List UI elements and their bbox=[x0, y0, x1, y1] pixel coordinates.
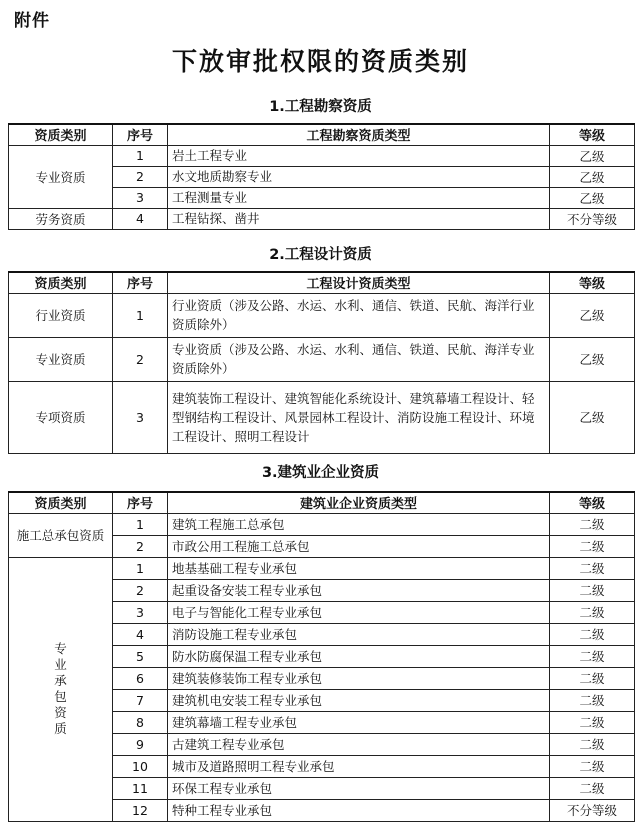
section-3-title: 3.建筑业企业资质 bbox=[261, 465, 380, 481]
table-header-row bbox=[9, 492, 635, 513]
header-grade: 等级 bbox=[550, 272, 635, 293]
category-char: 包 bbox=[54, 689, 67, 704]
number-cell: 10 bbox=[113, 755, 168, 777]
header-number: 序号 bbox=[113, 124, 168, 145]
number-cell: 2 bbox=[113, 166, 168, 187]
category-char: 业 bbox=[54, 657, 67, 672]
type-cell: 岩土工程专业 bbox=[168, 145, 550, 166]
table-row bbox=[9, 145, 635, 166]
table-row bbox=[9, 513, 635, 535]
category-cell: 专业资质 bbox=[9, 145, 113, 208]
category-char: 资 bbox=[54, 705, 67, 720]
construction-enterprise-table bbox=[8, 491, 635, 822]
number-cell: 4 bbox=[113, 208, 168, 229]
attachment-label: 附件 bbox=[14, 11, 50, 31]
number-cell: 1 bbox=[113, 513, 168, 535]
grade-cell: 不分等级 bbox=[550, 799, 635, 821]
type-cell: 起重设备安装工程专业承包 bbox=[168, 579, 550, 601]
table-row bbox=[9, 208, 635, 229]
number-cell: 12 bbox=[113, 799, 168, 821]
section-1-title: 1.工程勘察资质 bbox=[269, 99, 372, 115]
grade-cell: 二级 bbox=[550, 535, 635, 557]
number-cell: 1 bbox=[113, 145, 168, 166]
number-cell: 7 bbox=[113, 689, 168, 711]
header-type: 工程勘察资质类型 bbox=[168, 124, 550, 145]
table-header-row bbox=[9, 124, 635, 145]
number-cell: 3 bbox=[113, 601, 168, 623]
type-cell: 建筑机电安装工程专业承包 bbox=[168, 689, 550, 711]
header-grade: 等级 bbox=[550, 492, 635, 513]
number-cell: 6 bbox=[113, 667, 168, 689]
survey-qualification-table bbox=[8, 123, 635, 230]
type-cell: 电子与智能化工程专业承包 bbox=[168, 601, 550, 623]
type-cell: 古建筑工程专业承包 bbox=[168, 733, 550, 755]
type-cell: 专业资质（涉及公路、水运、水利、通信、铁道、民航、海洋专业资质除外） bbox=[168, 337, 550, 381]
type-cell: 建筑工程施工总承包 bbox=[168, 513, 550, 535]
number-cell: 1 bbox=[113, 293, 168, 337]
type-cell: 市政公用工程施工总承包 bbox=[168, 535, 550, 557]
grade-cell: 二级 bbox=[550, 623, 635, 645]
grade-cell: 二级 bbox=[550, 579, 635, 601]
type-cell: 建筑幕墙工程专业承包 bbox=[168, 711, 550, 733]
category-char: 质 bbox=[54, 721, 67, 736]
header-number: 序号 bbox=[113, 272, 168, 293]
type-cell: 建筑装修装饰工程专业承包 bbox=[168, 667, 550, 689]
type-cell: 防水防腐保温工程专业承包 bbox=[168, 645, 550, 667]
grade-cell: 乙级 bbox=[550, 187, 635, 208]
category-cell: 专项资质 bbox=[9, 381, 113, 453]
grade-cell: 不分等级 bbox=[550, 208, 635, 229]
table-row bbox=[9, 557, 635, 579]
number-cell: 1 bbox=[113, 557, 168, 579]
grade-cell: 二级 bbox=[550, 557, 635, 579]
number-cell: 8 bbox=[113, 711, 168, 733]
category-char: 专 bbox=[54, 641, 67, 656]
type-cell: 环保工程专业承包 bbox=[168, 777, 550, 799]
category-char: 承 bbox=[54, 673, 67, 688]
number-cell: 11 bbox=[113, 777, 168, 799]
grade-cell: 二级 bbox=[550, 755, 635, 777]
grade-cell: 二级 bbox=[550, 733, 635, 755]
category-cell: 施工总承包资质 bbox=[9, 513, 113, 557]
table-row bbox=[9, 381, 635, 453]
header-type: 工程设计资质类型 bbox=[168, 272, 550, 293]
grade-cell: 乙级 bbox=[550, 381, 635, 453]
header-category: 资质类别 bbox=[9, 492, 113, 513]
type-cell: 水文地质勘察专业 bbox=[168, 166, 550, 187]
grade-cell: 乙级 bbox=[550, 145, 635, 166]
number-cell: 3 bbox=[113, 381, 168, 453]
type-cell: 工程钻探、凿井 bbox=[168, 208, 550, 229]
number-cell: 2 bbox=[113, 535, 168, 557]
grade-cell: 二级 bbox=[550, 689, 635, 711]
number-cell: 4 bbox=[113, 623, 168, 645]
grade-cell: 二级 bbox=[550, 645, 635, 667]
header-category: 资质类别 bbox=[9, 124, 113, 145]
number-cell: 5 bbox=[113, 645, 168, 667]
grade-cell: 二级 bbox=[550, 711, 635, 733]
type-cell: 行业资质（涉及公路、水运、水利、通信、铁道、民航、海洋行业资质除外） bbox=[168, 293, 550, 337]
grade-cell: 乙级 bbox=[550, 166, 635, 187]
grade-cell: 乙级 bbox=[550, 293, 635, 337]
type-cell: 地基基础工程专业承包 bbox=[168, 557, 550, 579]
header-grade: 等级 bbox=[550, 124, 635, 145]
design-qualification-table bbox=[8, 271, 635, 454]
type-cell: 工程测量专业 bbox=[168, 187, 550, 208]
number-cell: 3 bbox=[113, 187, 168, 208]
page-title: 下放审批权限的资质类别 bbox=[171, 47, 469, 76]
header-type: 建筑业企业资质类型 bbox=[168, 492, 550, 513]
header-category: 资质类别 bbox=[9, 272, 113, 293]
category-cell: 行业资质 bbox=[9, 293, 113, 337]
category-cell: 专业资质 bbox=[9, 337, 113, 381]
section-2-title: 2.工程设计资质 bbox=[269, 247, 372, 263]
category-cell: 劳务资质 bbox=[9, 208, 113, 229]
header-number: 序号 bbox=[113, 492, 168, 513]
type-cell: 建筑装饰工程设计、建筑智能化系统设计、建筑幕墙工程设计、轻型钢结构工程设计、风景园林工程设计、消防设施工程设计、环境工程设计、照明工程设计 bbox=[168, 381, 550, 453]
table-row bbox=[9, 337, 635, 381]
number-cell: 2 bbox=[113, 579, 168, 601]
grade-cell: 乙级 bbox=[550, 337, 635, 381]
table-header-row bbox=[9, 272, 635, 293]
number-cell: 2 bbox=[113, 337, 168, 381]
grade-cell: 二级 bbox=[550, 513, 635, 535]
grade-cell: 二级 bbox=[550, 667, 635, 689]
type-cell: 特种工程专业承包 bbox=[168, 799, 550, 821]
category-cell-vertical bbox=[9, 557, 113, 821]
type-cell: 城市及道路照明工程专业承包 bbox=[168, 755, 550, 777]
type-cell: 消防设施工程专业承包 bbox=[168, 623, 550, 645]
grade-cell: 二级 bbox=[550, 601, 635, 623]
grade-cell: 二级 bbox=[550, 777, 635, 799]
table-row bbox=[9, 293, 635, 337]
number-cell: 9 bbox=[113, 733, 168, 755]
